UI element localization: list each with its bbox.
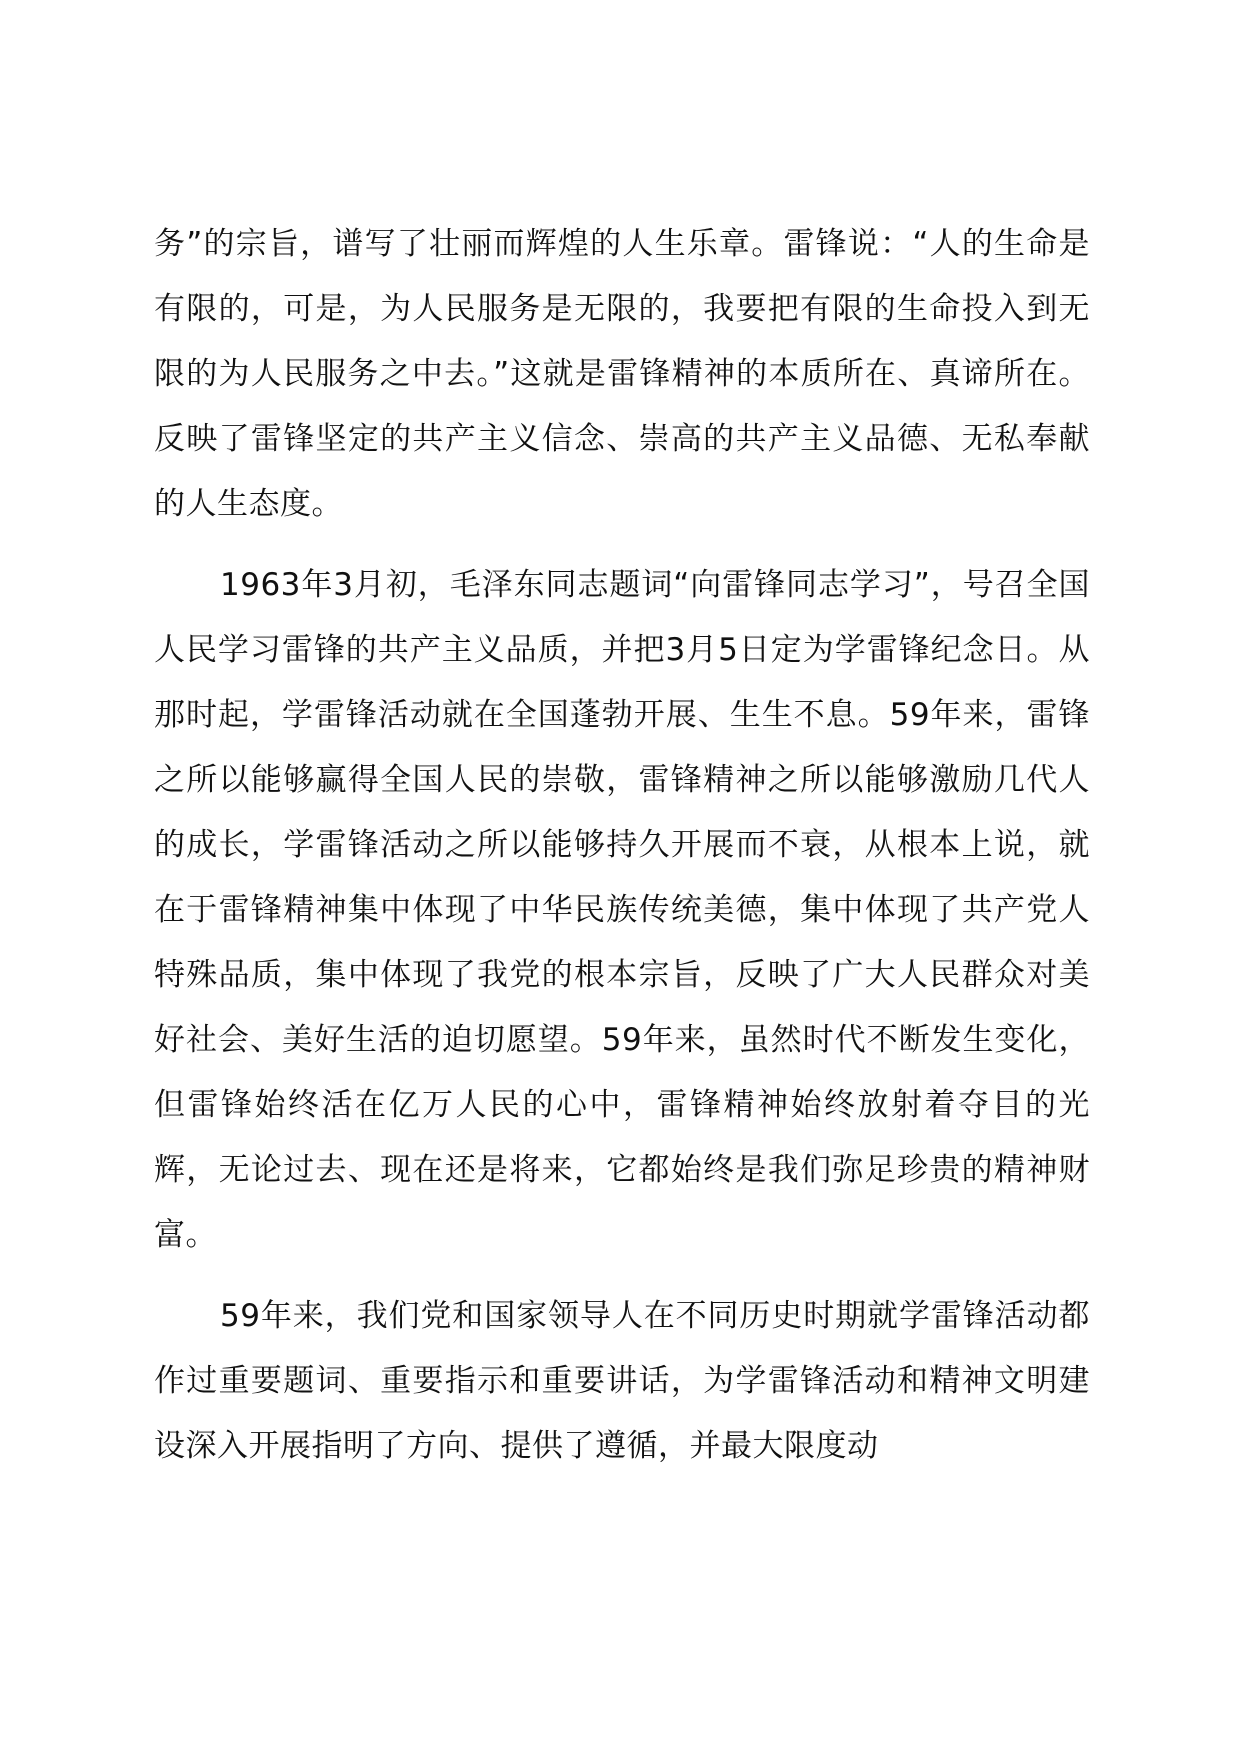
paragraph-continuation: 务”的宗旨，谱写了壮丽而辉煌的人生乐章。雷锋说：“人的生命是有限的，可是，为人民服务是无限的，我要把有限的生命投入到无限的为人民服务之中去。”这就是雷锋精神的本质所在、真谛所在。反映了雷锋坚定的共产主义信念、崇高的共产主义品德、无私奉献的人生态度。 bbox=[154, 226, 1090, 522]
document-body bbox=[154, 212, 1090, 1495]
paragraph-1963-inscription: 1963年3月初，毛泽东同志题词“向雷锋同志学习”，号召全国人民学习雷锋的共产主义品质，并把3月5日定为学雷锋纪念日。从那时起，学雷锋活动就在全国蓬勃开展、生生不息。59年来，雷锋之所以能够赢得全国人民的崇敬，雷锋精神之所以能够激励几代人的成长，学雷锋活动之所以能够持久开展而不衰，从根本上说，就在于雷锋精神集中体现了中华民族传统美德，集中体现了共产党人特殊品质，集中体现了我党的根本宗旨，反映了广大人民群众对美好社会、美好生活的迫切愿望。59年来，虽然时代不断发生变化，但雷锋始终活在亿万人民的心中，雷锋精神始终放射着夺目的光辉，无论过去、现在还是将来，它都始终是我们弥足珍贵的精神财富。 bbox=[154, 567, 1090, 1253]
paragraph-59-years-leaders: 59年来，我们党和国家领导人在不同历史时期就学雷锋活动都作过重要题词、重要指示和重要讲话，为学雷锋活动和精神文明建设深入开展指明了方向、提供了遵循，并最大限度动 bbox=[154, 1298, 1090, 1464]
